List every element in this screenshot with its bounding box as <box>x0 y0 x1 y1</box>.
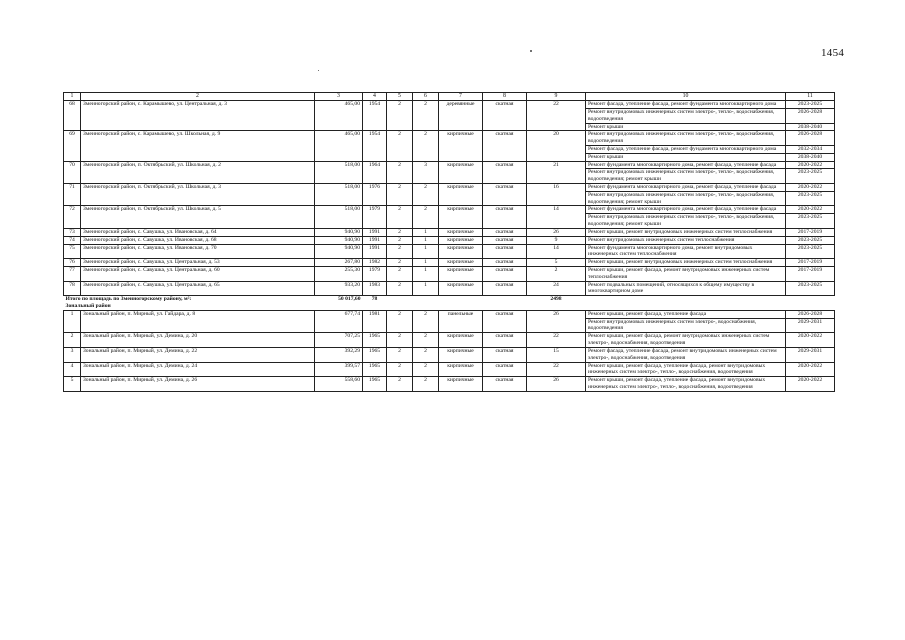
construction-year: 1991 <box>363 244 387 259</box>
total-residents: 2498 <box>527 296 586 303</box>
construction-year: 1954 <box>363 101 387 131</box>
entrances-count: 2 <box>413 184 439 206</box>
col-num-5: 5 <box>387 93 413 101</box>
entrances-count: 2 <box>413 377 439 392</box>
row-number: 74 <box>64 236 81 244</box>
residents-count: 22 <box>527 333 586 348</box>
residents-count: 2 <box>527 266 586 281</box>
entrances-count: 3 <box>413 161 439 183</box>
entrances-count: 2 <box>413 362 439 377</box>
roof-type: скатная <box>483 347 527 362</box>
roof-type: скатная <box>483 362 527 377</box>
building-area: 267,80 <box>315 259 363 267</box>
repair-period: 2020-2022 <box>786 184 835 192</box>
entrances-count: 2 <box>413 333 439 348</box>
repair-work: Ремонт внутридомовых инженерных систем электро-, тепло-, водоснабжения, водоотведения; ремонт крыши <box>586 191 786 206</box>
empty-cell <box>483 296 527 303</box>
construction-year: 1965 <box>363 362 387 377</box>
section-title: Зональный район <box>64 303 835 310</box>
wall-material: кирпичные <box>439 161 483 183</box>
building-address: Змеиногорский район, с. Карамышево, ул. Центральная, д. 3 <box>81 101 315 131</box>
repair-work: Ремонт крыши <box>586 153 786 161</box>
residents-count: 26 <box>527 377 586 392</box>
total-label: Итого по площадь по Змеиногорскому району, м²: <box>64 296 315 303</box>
table-row <box>64 228 835 236</box>
floors-count: 2 <box>387 101 413 131</box>
residents-count: 14 <box>527 206 586 228</box>
building-area: 255,30 <box>315 266 363 281</box>
building-area: 940,90 <box>315 228 363 236</box>
table-row <box>64 101 835 109</box>
wall-material: деревянные <box>439 101 483 131</box>
floors-count: 2 <box>387 377 413 392</box>
residents-count: 15 <box>527 347 586 362</box>
empty-cell <box>586 296 835 303</box>
roof-type: скатная <box>483 266 527 281</box>
building-address: Змеиногорский район, п. Октябрьский, ул. Школьная, д. 3 <box>81 184 315 206</box>
row-number: 2 <box>64 333 81 348</box>
wall-material: кирпичные <box>439 281 483 296</box>
repair-work: Ремонт крыши, ремонт внутридомовых инженерных систем теплоснабжения <box>586 228 786 236</box>
repair-period: 2029-2031 <box>786 347 835 362</box>
repair-period: 2023-2025 <box>786 236 835 244</box>
col-num-6: 6 <box>413 93 439 101</box>
repair-schedule-table <box>63 92 835 392</box>
wall-material: кирпичные <box>439 244 483 259</box>
entrances-count: 1 <box>413 259 439 267</box>
repair-work: Ремонт крыши, ремонт фасада, утепление фасада, ремонт внутридомовых инженерных систем электро-, тепло-, водоснабжения, водоотведения <box>586 362 786 377</box>
building-address: Змеиногорский район, с. Савушка, ул. Центральная, д. 65 <box>81 281 315 296</box>
row-number: 71 <box>64 184 81 206</box>
repair-work: Ремонт крыши, ремонт фасада, утепление фасада <box>586 310 786 318</box>
repair-period: 2017-2019 <box>786 228 835 236</box>
empty-cell <box>413 296 439 303</box>
floors-count: 2 <box>387 259 413 267</box>
table-row <box>64 333 835 348</box>
residents-count: 14 <box>527 244 586 259</box>
floors-count: 2 <box>387 333 413 348</box>
wall-material: кирпичные <box>439 333 483 348</box>
building-area: 677,74 <box>315 310 363 332</box>
section-row <box>64 303 835 310</box>
building-address: Змеиногорский район, с. Савушка, ул. Ивановская, д. 64 <box>81 228 315 236</box>
wall-material: кирпичные <box>439 362 483 377</box>
entrances-count: 2 <box>413 206 439 228</box>
floors-count: 2 <box>387 347 413 362</box>
repair-work: Ремонт фасада, утепление фасада, ремонт внутридомовых инженерных систем электро-, водоснабжения, водоотведения <box>586 347 786 362</box>
col-num-2: 2 <box>81 93 315 101</box>
col-num-10: 10 <box>586 93 786 101</box>
construction-year: 1965 <box>363 347 387 362</box>
total-row <box>64 296 835 303</box>
floors-count: 2 <box>387 266 413 281</box>
floors-count: 2 <box>387 310 413 332</box>
residents-count: 9 <box>527 236 586 244</box>
col-num-7: 7 <box>439 93 483 101</box>
table-row <box>64 362 835 377</box>
repair-period: 2026-2028 <box>786 108 835 123</box>
floors-count: 2 <box>387 131 413 161</box>
construction-year: 1976 <box>363 184 387 206</box>
wall-material: кирпичные <box>439 377 483 392</box>
repair-work: Ремонт фундамента многоквартирного дома, ремонт фасада, утепление фасада <box>586 161 786 169</box>
wall-material: кирпичные <box>439 228 483 236</box>
empty-cell <box>439 296 483 303</box>
repair-period: 2020-2022 <box>786 362 835 377</box>
construction-year: 1991 <box>363 236 387 244</box>
roof-type: скатная <box>483 244 527 259</box>
repair-work: Ремонт фасада, утепление фасада, ремонт фундамента многоквартирного дома <box>586 101 786 109</box>
col-num-8: 8 <box>483 93 527 101</box>
building-address: Змеиногорский район, с. Савушка, ул. Ивановская, д. 68 <box>81 236 315 244</box>
building-address: Змеиногорский район, с. Савушка, ул. Центральная, д. 60 <box>81 266 315 281</box>
building-area: 518,00 <box>315 184 363 206</box>
residents-count: 20 <box>527 131 586 161</box>
entrances-count: 1 <box>413 281 439 296</box>
repair-work: Ремонт внутридомовых инженерных систем электро-, тепло-, водоснабжения, водоотведения <box>586 131 786 146</box>
repair-period: 2023-2025 <box>786 244 835 259</box>
wall-material: кирпичные <box>439 184 483 206</box>
col-num-3: 3 <box>315 93 363 101</box>
entrances-count: 1 <box>413 266 439 281</box>
floors-count: 2 <box>387 228 413 236</box>
building-address: Зональный район, п. Мирный, ул. Гайдара, д. 8 <box>81 310 315 332</box>
repair-period: 2020-2022 <box>786 206 835 214</box>
roof-type: скатная <box>483 184 527 206</box>
repair-period: 2020-2022 <box>786 161 835 169</box>
construction-year: 1981 <box>363 310 387 332</box>
row-number: 3 <box>64 347 81 362</box>
floors-count: 2 <box>387 184 413 206</box>
table-row <box>64 206 835 214</box>
row-number: 72 <box>64 206 81 228</box>
building-area: 558,60 <box>315 377 363 392</box>
building-address: Змеиногорский район, с. Савушка, ул. Ивановская, д. 70 <box>81 244 315 259</box>
row-number: 73 <box>64 228 81 236</box>
row-number: 4 <box>64 362 81 377</box>
table-row <box>64 184 835 192</box>
construction-year: 1965 <box>363 377 387 392</box>
building-address: Змеиногорский район, п. Октябрьский, ул. Школьная, д. 2 <box>81 161 315 183</box>
roof-type: скатная <box>483 310 527 332</box>
total-area: 50 017,60 <box>315 296 363 303</box>
entrances-count: 2 <box>413 131 439 161</box>
entrances-count: 2 <box>413 347 439 362</box>
column-number-row <box>64 93 835 101</box>
repair-work: Ремонт фундамента многоквартирного дома, ремонт фасада, утепление фасада <box>586 184 786 192</box>
roof-type: скатная <box>483 228 527 236</box>
wall-material: кирпичные <box>439 347 483 362</box>
table-row <box>64 244 835 259</box>
residents-count: 26 <box>527 310 586 332</box>
repair-period: 2023-2025 <box>786 281 835 296</box>
residents-count: 5 <box>527 259 586 267</box>
table-row <box>64 310 835 318</box>
repair-work: Ремонт подвальных помещений, относящихся к общему имуществу в многоквартирном доме <box>586 281 786 296</box>
roof-type: скатная <box>483 281 527 296</box>
wall-material: кирпичные <box>439 266 483 281</box>
repair-work: Ремонт крыши, ремонт фасада, ремонт внутридомовых инженерных систем теплоснабжения <box>586 266 786 281</box>
repair-period: 2020-2022 <box>786 377 835 392</box>
scan-speck <box>530 50 532 52</box>
col-num-4: 4 <box>363 93 387 101</box>
row-number: 76 <box>64 259 81 267</box>
repair-period: 2017-2019 <box>786 259 835 267</box>
building-address: Зональный район, п. Мирный, ул. Демина, д. 22 <box>81 347 315 362</box>
repair-period: 2026-2028 <box>786 131 835 146</box>
col-num-1: 1 <box>64 93 81 101</box>
table-row <box>64 131 835 146</box>
wall-material: кирпичные <box>439 131 483 161</box>
construction-year: 1982 <box>363 259 387 267</box>
roof-type: скатная <box>483 377 527 392</box>
repair-period: 2023-2025 <box>786 191 835 206</box>
building-address: Змеиногорский район, с. Карамышево, ул. Школьная, д. 9 <box>81 131 315 161</box>
row-number: 68 <box>64 101 81 131</box>
table-row <box>64 281 835 296</box>
entrances-count: 1 <box>413 228 439 236</box>
construction-year: 1954 <box>363 131 387 161</box>
residents-count: 22 <box>527 362 586 377</box>
building-area: 518,00 <box>315 161 363 183</box>
building-address: Зональный район, п. Мирный, ул. Демина, д. 24 <box>81 362 315 377</box>
table-row <box>64 266 835 281</box>
construction-year: 1979 <box>363 206 387 228</box>
repair-work: Ремонт фасада, утепление фасада, ремонт фундамента многоквартирного дома <box>586 145 786 153</box>
floors-count: 2 <box>387 362 413 377</box>
scan-speck <box>318 70 319 71</box>
table-row <box>64 347 835 362</box>
row-number: 77 <box>64 266 81 281</box>
row-number: 70 <box>64 161 81 183</box>
repair-period: 2038-2040 <box>786 153 835 161</box>
repair-period: 2038-2040 <box>786 123 835 131</box>
roof-type: скатная <box>483 259 527 267</box>
floors-count: 2 <box>387 206 413 228</box>
roof-type: скатная <box>483 236 527 244</box>
building-area: 940,90 <box>315 244 363 259</box>
building-address: Змеиногорский район, п. Октябрьский, ул. Школьная, д. 5 <box>81 206 315 228</box>
row-number: 5 <box>64 377 81 392</box>
table-row <box>64 236 835 244</box>
roof-type: скатная <box>483 333 527 348</box>
table-body <box>64 93 835 392</box>
building-address: Змеиногорский район, с. Савушка, ул. Центральная, д. 53 <box>81 259 315 267</box>
residents-count: 21 <box>527 161 586 183</box>
repair-work: Ремонт фундамента многоквартирного дома, ремонт фасада, утепление фасада <box>586 206 786 214</box>
page-number: 1454 <box>821 47 845 59</box>
repair-work: Ремонт крыши, ремонт фасада, утепление фасада, ремонт внутридомовых инженерных систем электро-, тепло-, водоснабжения, водоотведения <box>586 377 786 392</box>
wall-material: кирпичные <box>439 236 483 244</box>
construction-year: 1964 <box>363 161 387 183</box>
building-area: 707,25 <box>315 333 363 348</box>
building-address: Зональный район, п. Мирный, ул. Демина, д. 20 <box>81 333 315 348</box>
residents-count: 26 <box>527 228 586 236</box>
row-number: 75 <box>64 244 81 259</box>
repair-work: Ремонт крыши <box>586 123 786 131</box>
floors-count: 2 <box>387 161 413 183</box>
roof-type: скатная <box>483 161 527 183</box>
building-area: 392,29 <box>315 347 363 362</box>
roof-type: скатная <box>483 101 527 131</box>
building-area: 465,00 <box>315 131 363 161</box>
construction-year: 1991 <box>363 228 387 236</box>
repair-period: 2020-2022 <box>786 333 835 348</box>
table-row <box>64 377 835 392</box>
floors-count: 2 <box>387 244 413 259</box>
row-number: 78 <box>64 281 81 296</box>
entrances-count: 2 <box>413 101 439 131</box>
building-address: Зональный район, п. Мирный, ул. Демина, д. 26 <box>81 377 315 392</box>
roof-type: скатная <box>483 131 527 161</box>
row-number: 1 <box>64 310 81 332</box>
col-num-11: 11 <box>786 93 835 101</box>
floors-count: 2 <box>387 236 413 244</box>
entrances-count: 1 <box>413 244 439 259</box>
repair-period: 2023-2025 <box>786 101 835 109</box>
wall-material: кирпичные <box>439 259 483 267</box>
building-area: 465,00 <box>315 101 363 131</box>
floors-count: 2 <box>387 281 413 296</box>
construction-year: 1983 <box>363 281 387 296</box>
repair-work: Ремонт крыши, ремонт внутридомовых инженерных систем теплоснабжения <box>586 259 786 267</box>
repair-work: Ремонт крыши, ремонт фасада, ремонт внутридомовых инженерных систем электро-, водоснабжения, водоотведения <box>586 333 786 348</box>
wall-material: кирпичные <box>439 206 483 228</box>
roof-type: скатная <box>483 206 527 228</box>
repair-work: Ремонт внутридомовых инженерных систем электро-, тепло-, водоснабжения, водоотведения; ремонт крыши <box>586 169 786 184</box>
construction-year: 1965 <box>363 333 387 348</box>
building-area: 518,00 <box>315 206 363 228</box>
table-row <box>64 259 835 267</box>
repair-period: 2032-2034 <box>786 145 835 153</box>
residents-count: 22 <box>527 101 586 131</box>
repair-work: Ремонт внутридомовых инженерных систем электро-, водоснабжения, водоотведения <box>586 318 786 333</box>
repair-work: Ремонт внутридомовых инженерных систем электро-, тепло-, водоснабжения, водоотведения <box>586 108 786 123</box>
building-area: 940,90 <box>315 236 363 244</box>
entrances-count: 2 <box>413 310 439 332</box>
repair-period: 2023-2025 <box>786 214 835 229</box>
col-num-9: 9 <box>527 93 586 101</box>
empty-cell <box>387 296 413 303</box>
residents-count: 16 <box>527 184 586 206</box>
repair-work: Ремонт внутридомовых инженерных систем теплоснабжения <box>586 236 786 244</box>
repair-period: 2017-2019 <box>786 266 835 281</box>
total-count: 78 <box>363 296 387 303</box>
wall-material: панельные <box>439 310 483 332</box>
row-number: 69 <box>64 131 81 161</box>
entrances-count: 1 <box>413 236 439 244</box>
repair-period: 2023-2025 <box>786 169 835 184</box>
table-row <box>64 161 835 169</box>
building-area: 399,57 <box>315 362 363 377</box>
construction-year: 1979 <box>363 266 387 281</box>
residents-count: 24 <box>527 281 586 296</box>
building-area: 933,20 <box>315 281 363 296</box>
repair-period: 2026-2028 <box>786 310 835 318</box>
repair-work: Ремонт внутридомовых инженерных систем электро-, тепло-, водоснабжения, водоотведения; ремонт крыши <box>586 214 786 229</box>
repair-period: 2029-2031 <box>786 318 835 333</box>
repair-work: Ремонт фундамента многоквартирного дома, ремонт внутридомовых инженерных систем теплоснабжения <box>586 244 786 259</box>
